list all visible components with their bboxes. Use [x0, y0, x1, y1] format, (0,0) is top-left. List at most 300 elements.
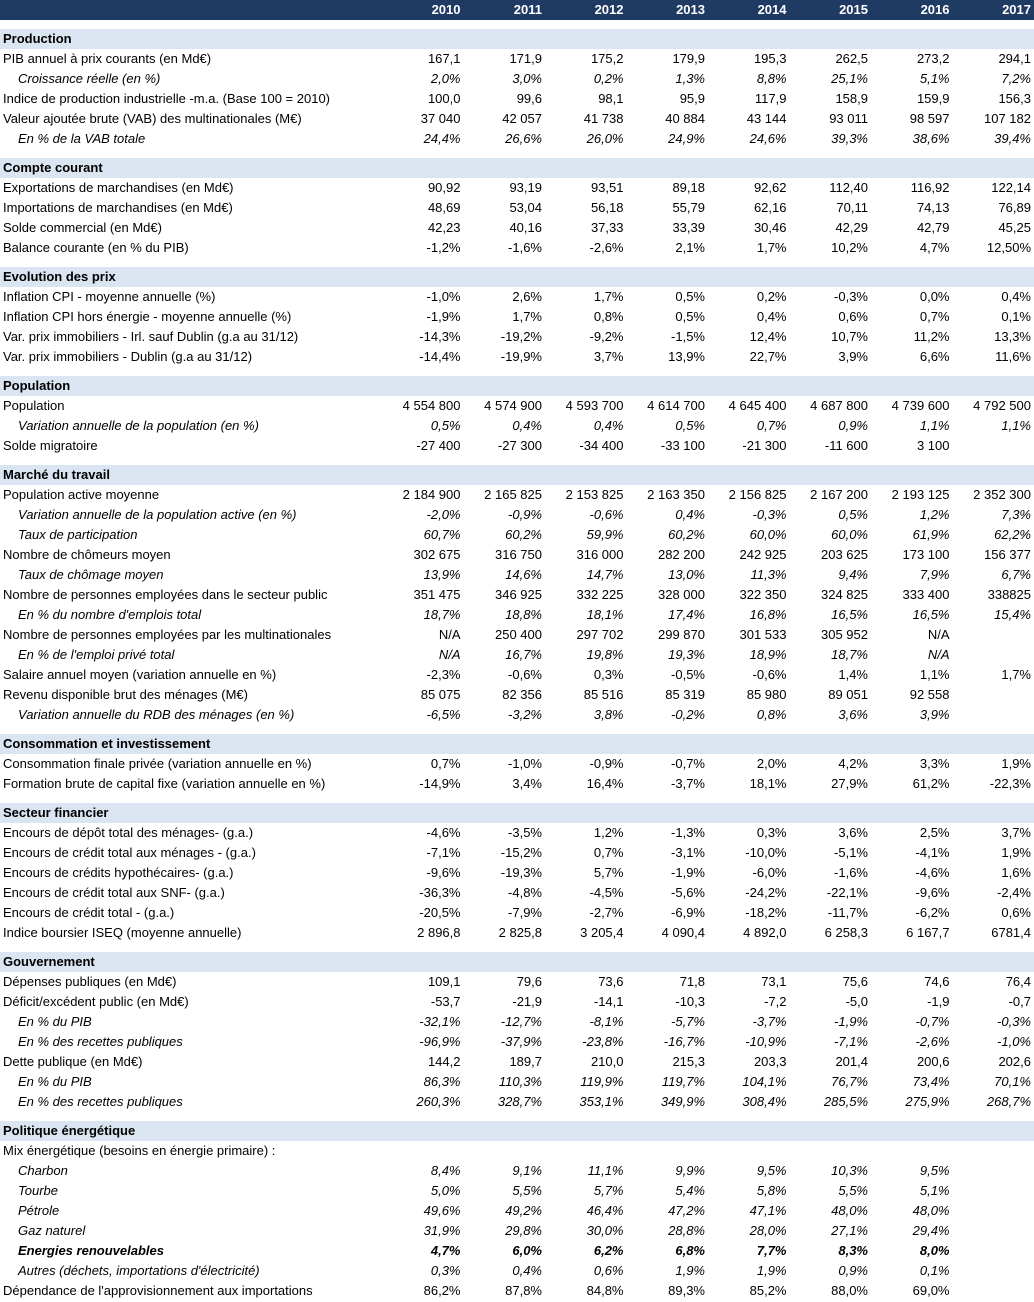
- row-label: En % de l'emploi privé total: [18, 647, 175, 662]
- value-cell: 38,6%: [912, 131, 950, 146]
- value-cell: 4 554 800: [402, 398, 461, 413]
- table-row: [0, 347, 1034, 367]
- value-cell: 79,6: [516, 974, 542, 989]
- value-cell: 16,8%: [749, 607, 787, 622]
- row-label: Pétrole: [18, 1203, 60, 1218]
- value-cell: -3,7%: [752, 1014, 787, 1029]
- value-cell: 328 000: [658, 587, 705, 602]
- value-cell: 1,7%: [756, 240, 787, 255]
- section-header-row: [0, 158, 1034, 178]
- value-cell: 175,2: [590, 51, 624, 66]
- value-cell: 2 153 825: [565, 487, 624, 502]
- value-cell: 70,1%: [994, 1074, 1031, 1089]
- value-cell: 285,5%: [823, 1094, 868, 1109]
- value-cell: -33 100: [660, 438, 705, 453]
- value-cell: 62,2%: [994, 527, 1031, 542]
- row-label: Solde migratoire: [3, 438, 98, 453]
- value-cell: 262,5: [835, 51, 868, 66]
- value-cell: 69,0%: [912, 1283, 950, 1298]
- table-row: [0, 1032, 1034, 1052]
- value-cell: [953, 1241, 1034, 1261]
- value-cell: -7,9%: [508, 905, 542, 920]
- value-cell: 47,1%: [749, 1203, 787, 1218]
- year-header: 2014: [708, 0, 790, 20]
- value-cell: 11,1%: [587, 1163, 624, 1178]
- value-cell: [953, 1161, 1034, 1181]
- row-label: Mix énergétique (besoins en énergie primaire) :: [3, 1143, 276, 1158]
- value-cell: -1,6%: [834, 865, 868, 880]
- value-cell: -0,9%: [589, 756, 624, 771]
- value-cell: 242 925: [739, 547, 787, 562]
- year-header: 2013: [627, 0, 709, 20]
- value-cell: 37,33: [590, 220, 624, 235]
- value-cell: 12,50%: [986, 240, 1031, 255]
- table-row: [0, 287, 1034, 307]
- value-cell: 42 057: [502, 111, 542, 126]
- value-cell: 0,6%: [593, 1263, 624, 1278]
- value-cell: 82 356: [502, 687, 542, 702]
- section-spacer: [0, 456, 1034, 465]
- value-cell: 9,1%: [512, 1163, 542, 1178]
- row-label: Var. prix immobiliers - Irl. sauf Dublin (g.a au 31/12): [3, 329, 299, 344]
- value-cell: 1,1%: [919, 418, 950, 433]
- value-cell: 158,9: [835, 91, 868, 106]
- row-label: Gaz naturel: [18, 1223, 86, 1238]
- value-cell: 29,4%: [912, 1223, 950, 1238]
- value-cell: -3,1%: [671, 845, 705, 860]
- value-cell: 28,0%: [749, 1223, 787, 1238]
- value-cell: 86,3%: [423, 1074, 461, 1089]
- value-cell: [464, 1141, 546, 1161]
- value-cell: 92 558: [909, 687, 950, 702]
- value-cell: 18,1%: [749, 776, 787, 791]
- section-title: Secteur financier: [0, 803, 1034, 823]
- value-cell: 6,8%: [675, 1243, 705, 1258]
- value-cell: 0,7%: [430, 756, 461, 771]
- value-cell: -36,3%: [419, 885, 461, 900]
- section-header-row: [0, 376, 1034, 396]
- table-row: [0, 1072, 1034, 1092]
- value-cell: 316 750: [495, 547, 542, 562]
- value-cell: 338825: [987, 587, 1031, 602]
- value-cell: 14,6%: [505, 567, 542, 582]
- value-cell: 27,1%: [831, 1223, 868, 1238]
- table-row: [0, 307, 1034, 327]
- year-header: 2011: [464, 0, 546, 20]
- value-cell: -96,9%: [419, 1034, 461, 1049]
- value-cell: 60,2%: [505, 527, 542, 542]
- value-cell: 4,2%: [838, 756, 868, 771]
- table-row: [0, 843, 1034, 863]
- value-cell: 2 193 125: [891, 487, 950, 502]
- value-cell: 122,14: [991, 180, 1031, 195]
- value-cell: 74,6: [924, 974, 950, 989]
- value-cell: 92,62: [753, 180, 787, 195]
- value-cell: 5,7%: [593, 1183, 624, 1198]
- value-cell: 2 352 300: [973, 487, 1031, 502]
- table-row: [0, 1092, 1034, 1112]
- value-cell: 7,7%: [756, 1243, 787, 1258]
- value-cell: 324 825: [821, 587, 868, 602]
- row-label: Taux de chômage moyen: [18, 567, 164, 582]
- row-label: Inflation CPI hors énergie - moyenne annuelle (%): [3, 309, 292, 324]
- row-label: Indice de production industrielle -m.a. (Base 100 = 2010): [3, 91, 330, 106]
- value-cell: 351 475: [413, 587, 461, 602]
- value-cell: -1,9%: [834, 1014, 868, 1029]
- value-cell: 4 645 400: [728, 398, 787, 413]
- section-header-row: [0, 465, 1034, 485]
- value-cell: [953, 1261, 1034, 1281]
- table-row: [0, 883, 1034, 903]
- table-row: [0, 436, 1034, 456]
- row-label: En % du PIB: [18, 1014, 92, 1029]
- row-label: Indice boursier ISEQ (moyenne annuelle): [3, 925, 242, 940]
- value-cell: 294,1: [998, 51, 1031, 66]
- value-cell: 346 925: [495, 587, 542, 602]
- value-cell: 89 051: [828, 687, 868, 702]
- value-cell: [953, 1201, 1034, 1221]
- value-cell: 17,4%: [668, 607, 705, 622]
- value-cell: 16,5%: [831, 607, 868, 622]
- row-label: En % du PIB: [18, 1074, 92, 1089]
- value-cell: 104,1%: [742, 1074, 787, 1089]
- value-cell: -9,6%: [426, 865, 461, 880]
- row-label: Importations de marchandises (en Md€): [3, 200, 233, 215]
- value-cell: 4 593 700: [565, 398, 624, 413]
- section-title: Evolution des prix: [0, 267, 1034, 287]
- value-cell: 282 200: [658, 547, 705, 562]
- value-cell: -0,5%: [671, 667, 705, 682]
- value-cell: 2,6%: [512, 289, 542, 304]
- value-cell: [953, 705, 1034, 725]
- value-cell: 99,6: [516, 91, 542, 106]
- row-label: Balance courante (en % du PIB): [3, 240, 189, 255]
- value-cell: 8,4%: [430, 1163, 461, 1178]
- section-spacer: [0, 258, 1034, 267]
- value-cell: 48,69: [427, 200, 461, 215]
- value-cell: -4,5%: [589, 885, 624, 900]
- value-cell: -0,3%: [752, 507, 787, 522]
- row-label: Var. prix immobiliers - Dublin (g.a au 31/12): [3, 349, 253, 364]
- value-cell: 200,6: [916, 1054, 950, 1069]
- value-cell: 195,3: [753, 51, 787, 66]
- value-cell: 1,9%: [1001, 845, 1031, 860]
- section-title: Politique énergétique: [0, 1121, 1034, 1141]
- value-cell: -15,2%: [500, 845, 542, 860]
- value-cell: -14,3%: [419, 329, 461, 344]
- section-title: Gouvernement: [0, 952, 1034, 972]
- year-header: 2010: [382, 0, 464, 20]
- value-cell: 1,4%: [838, 667, 868, 682]
- value-cell: -1,3%: [671, 825, 705, 840]
- value-cell: 75,6: [842, 974, 868, 989]
- value-cell: 5,4%: [675, 1183, 705, 1198]
- table-row: [0, 1281, 1034, 1301]
- value-cell: -6,5%: [426, 707, 461, 722]
- value-cell: 4,7%: [430, 1243, 461, 1258]
- value-cell: 62,16: [753, 200, 787, 215]
- value-cell: -0,7: [1008, 994, 1031, 1009]
- value-cell: 85,2%: [749, 1283, 787, 1298]
- value-cell: 0,1%: [1001, 309, 1031, 324]
- value-cell: 1,3%: [675, 71, 705, 86]
- value-cell: 73,1: [761, 974, 787, 989]
- spacer-cell: [0, 1112, 1034, 1121]
- value-cell: 61,2%: [912, 776, 950, 791]
- value-cell: 0,5%: [675, 418, 705, 433]
- table-row: [0, 1141, 1034, 1161]
- value-cell: 84,8%: [586, 1283, 624, 1298]
- value-cell: 0,3%: [756, 825, 787, 840]
- value-cell: 43 144: [746, 111, 787, 126]
- value-cell: 0,8%: [756, 707, 787, 722]
- value-cell: 56,18: [590, 200, 624, 215]
- value-cell: -32,1%: [419, 1014, 461, 1029]
- value-cell: 14,7%: [586, 567, 624, 582]
- row-label: Variation annuelle du RDB des ménages (en %): [18, 707, 295, 722]
- value-cell: -0,7%: [671, 756, 705, 771]
- table-row: [0, 645, 1034, 665]
- row-label: Formation brute de capital fixe (variation annuelle en %): [3, 776, 326, 791]
- value-cell: -1,0%: [997, 1034, 1031, 1049]
- table-row: [0, 863, 1034, 883]
- spacer-cell: [0, 367, 1034, 376]
- value-cell: 308,4%: [742, 1094, 787, 1109]
- value-cell: [382, 1141, 464, 1161]
- value-cell: 167,1: [427, 51, 461, 66]
- value-cell: -0,6%: [508, 667, 542, 682]
- value-cell: 10,3%: [831, 1163, 868, 1178]
- row-label: Encours de crédit total aux ménages - (g.a.): [3, 845, 256, 860]
- value-cell: 179,9: [672, 51, 705, 66]
- value-cell: 328,7%: [497, 1094, 542, 1109]
- value-cell: -8,1%: [589, 1014, 624, 1029]
- value-cell: 10,7%: [831, 329, 868, 344]
- value-cell: 7,9%: [919, 567, 950, 582]
- table-row: [0, 1201, 1034, 1221]
- row-label: Exportations de marchandises (en Md€): [3, 180, 234, 195]
- value-cell: 49,2%: [505, 1203, 542, 1218]
- value-cell: 273,2: [916, 51, 950, 66]
- value-cell: [871, 1141, 953, 1161]
- table-row: [0, 327, 1034, 347]
- value-cell: 13,3%: [994, 329, 1031, 344]
- table-row: [0, 89, 1034, 109]
- value-cell: 268,7%: [986, 1094, 1031, 1109]
- section-spacer: [0, 794, 1034, 803]
- value-cell: 5,0%: [430, 1183, 461, 1198]
- value-cell: -6,0%: [752, 865, 787, 880]
- value-cell: 86,2%: [423, 1283, 461, 1298]
- value-cell: 202,6: [998, 1054, 1031, 1069]
- value-cell: 9,9%: [675, 1163, 705, 1178]
- row-label: Variation annuelle de la population active (en %): [18, 507, 297, 522]
- value-cell: 27,9%: [831, 776, 868, 791]
- value-cell: [953, 1141, 1034, 1161]
- table-row: [0, 565, 1034, 585]
- value-cell: 25,1%: [831, 71, 868, 86]
- value-cell: 0,8%: [593, 309, 624, 324]
- value-cell: 5,1%: [919, 1183, 950, 1198]
- value-cell: 16,4%: [586, 776, 624, 791]
- value-cell: 6 167,7: [906, 925, 950, 940]
- value-cell: 40,16: [509, 220, 542, 235]
- value-cell: 42,29: [835, 220, 868, 235]
- value-cell: [953, 1281, 1034, 1301]
- table-row: [0, 485, 1034, 505]
- value-cell: -7,1%: [426, 845, 461, 860]
- value-cell: 7,3%: [1001, 507, 1031, 522]
- row-label: Variation annuelle de la population (en %): [18, 418, 259, 433]
- table-row: [0, 69, 1034, 89]
- value-cell: -1,9%: [671, 865, 705, 880]
- value-cell: 203,3: [753, 1054, 787, 1069]
- value-cell: 0,5%: [430, 418, 461, 433]
- value-cell: 353,1%: [579, 1094, 624, 1109]
- value-cell: [953, 436, 1034, 456]
- value-cell: -0,6%: [589, 507, 624, 522]
- header-label-cell: [0, 0, 382, 20]
- value-cell: 93,19: [509, 180, 542, 195]
- table-row: [0, 218, 1034, 238]
- section-title: Marché du travail: [0, 465, 1034, 485]
- value-cell: 40 884: [665, 111, 705, 126]
- table-row: [0, 923, 1034, 943]
- value-cell: 74,13: [916, 200, 950, 215]
- value-cell: 0,6%: [838, 309, 868, 324]
- value-cell: 4,7%: [919, 240, 950, 255]
- value-cell: 49,6%: [423, 1203, 461, 1218]
- value-cell: 8,0%: [919, 1243, 950, 1258]
- value-cell: 6 258,3: [824, 925, 868, 940]
- value-cell: 87,8%: [505, 1283, 542, 1298]
- value-cell: -9,2%: [589, 329, 624, 344]
- value-cell: 4 892,0: [743, 925, 787, 940]
- value-cell: 59,9%: [586, 527, 624, 542]
- value-cell: [953, 1181, 1034, 1201]
- value-cell: 3,9%: [919, 707, 950, 722]
- value-cell: 189,7: [509, 1054, 542, 1069]
- value-cell: 112,40: [829, 180, 868, 195]
- value-cell: -23,8%: [582, 1034, 624, 1049]
- section-title: Compte courant: [0, 158, 1034, 178]
- value-cell: 301 533: [739, 627, 787, 642]
- value-cell: [953, 625, 1034, 645]
- value-cell: 2 825,8: [498, 925, 542, 940]
- value-cell: 53,04: [509, 200, 542, 215]
- value-cell: 0,4%: [675, 507, 705, 522]
- value-cell: 26,6%: [505, 131, 542, 146]
- value-cell: 16,5%: [912, 607, 950, 622]
- value-cell: -9,6%: [915, 885, 950, 900]
- value-cell: 260,3%: [416, 1094, 461, 1109]
- value-cell: -1,0%: [426, 289, 461, 304]
- value-cell: 116,92: [910, 180, 950, 195]
- value-cell: 0,5%: [675, 309, 705, 324]
- table-row: [0, 1052, 1034, 1072]
- value-cell: 3,4%: [512, 776, 542, 791]
- value-cell: 0,4%: [1001, 289, 1031, 304]
- value-cell: 210,0: [590, 1054, 624, 1069]
- row-label: En % des recettes publiques: [18, 1034, 183, 1049]
- value-cell: 1,9%: [756, 1263, 787, 1278]
- value-cell: 1,9%: [675, 1263, 705, 1278]
- value-cell: 5,5%: [838, 1183, 868, 1198]
- table-row: [0, 823, 1034, 843]
- value-cell: 76,89: [998, 200, 1031, 215]
- value-cell: 16,7%: [505, 647, 542, 662]
- row-label: Autres (déchets, importations d'électricité): [18, 1263, 260, 1278]
- value-cell: 0,2%: [593, 71, 624, 86]
- value-cell: 11,3%: [750, 567, 787, 582]
- value-cell: -0,6%: [752, 667, 787, 682]
- value-cell: 0,9%: [838, 418, 868, 433]
- value-cell: 0,4%: [512, 418, 542, 433]
- section-header-row: [0, 1121, 1034, 1141]
- row-label: Encours de crédit total aux SNF- (g.a.): [3, 885, 225, 900]
- section-header-row: [0, 803, 1034, 823]
- value-cell: 6781,4: [991, 925, 1031, 940]
- table-row: [0, 525, 1034, 545]
- value-cell: 332 225: [576, 587, 624, 602]
- spacer-cell: [0, 20, 1034, 29]
- row-label: Revenu disponible brut des ménages (M€): [3, 687, 248, 702]
- value-cell: 8,8%: [756, 71, 787, 86]
- value-cell: -3,2%: [508, 707, 542, 722]
- value-cell: -2,6%: [915, 1034, 950, 1049]
- table-row: [0, 1181, 1034, 1201]
- value-cell: 2,1%: [675, 240, 705, 255]
- row-label: Encours de crédit total - (g.a.): [3, 905, 175, 920]
- value-cell: 6,7%: [1001, 567, 1031, 582]
- value-cell: 3 100: [916, 438, 950, 453]
- table-row: [0, 754, 1034, 774]
- value-cell: 41 738: [583, 111, 624, 126]
- value-cell: 45,25: [998, 220, 1031, 235]
- value-cell: -0,9%: [508, 507, 542, 522]
- value-cell: 4 574 900: [484, 398, 542, 413]
- value-cell: 203 625: [821, 547, 868, 562]
- spacer-cell: [0, 943, 1034, 952]
- value-cell: 0,3%: [593, 667, 624, 682]
- value-cell: -1,6%: [508, 240, 542, 255]
- value-cell: 4 739 600: [891, 398, 950, 413]
- value-cell: 95,9: [679, 91, 705, 106]
- value-cell: 19,8%: [586, 647, 624, 662]
- value-cell: 275,9%: [905, 1094, 950, 1109]
- value-cell: 3,6%: [838, 707, 868, 722]
- section-spacer: [0, 20, 1034, 29]
- table-row: [0, 545, 1034, 565]
- value-cell: -14,9%: [419, 776, 461, 791]
- value-cell: N/A: [927, 627, 950, 642]
- value-cell: N/A: [438, 647, 461, 662]
- value-cell: 85 075: [420, 687, 461, 702]
- value-cell: 85 516: [583, 687, 624, 702]
- value-cell: 93 011: [829, 111, 868, 126]
- value-cell: 2 167 200: [810, 487, 868, 502]
- value-cell: -5,1%: [834, 845, 868, 860]
- value-cell: 13,0%: [668, 567, 705, 582]
- value-cell: 29,8%: [505, 1223, 542, 1238]
- value-cell: -6,2%: [915, 905, 950, 920]
- value-cell: -7,2: [764, 994, 787, 1009]
- value-cell: 159,9: [916, 91, 950, 106]
- value-cell: -0,2%: [671, 707, 705, 722]
- value-cell: 26,0%: [586, 131, 624, 146]
- year-header: 2012: [545, 0, 627, 20]
- value-cell: 117,9: [754, 91, 787, 106]
